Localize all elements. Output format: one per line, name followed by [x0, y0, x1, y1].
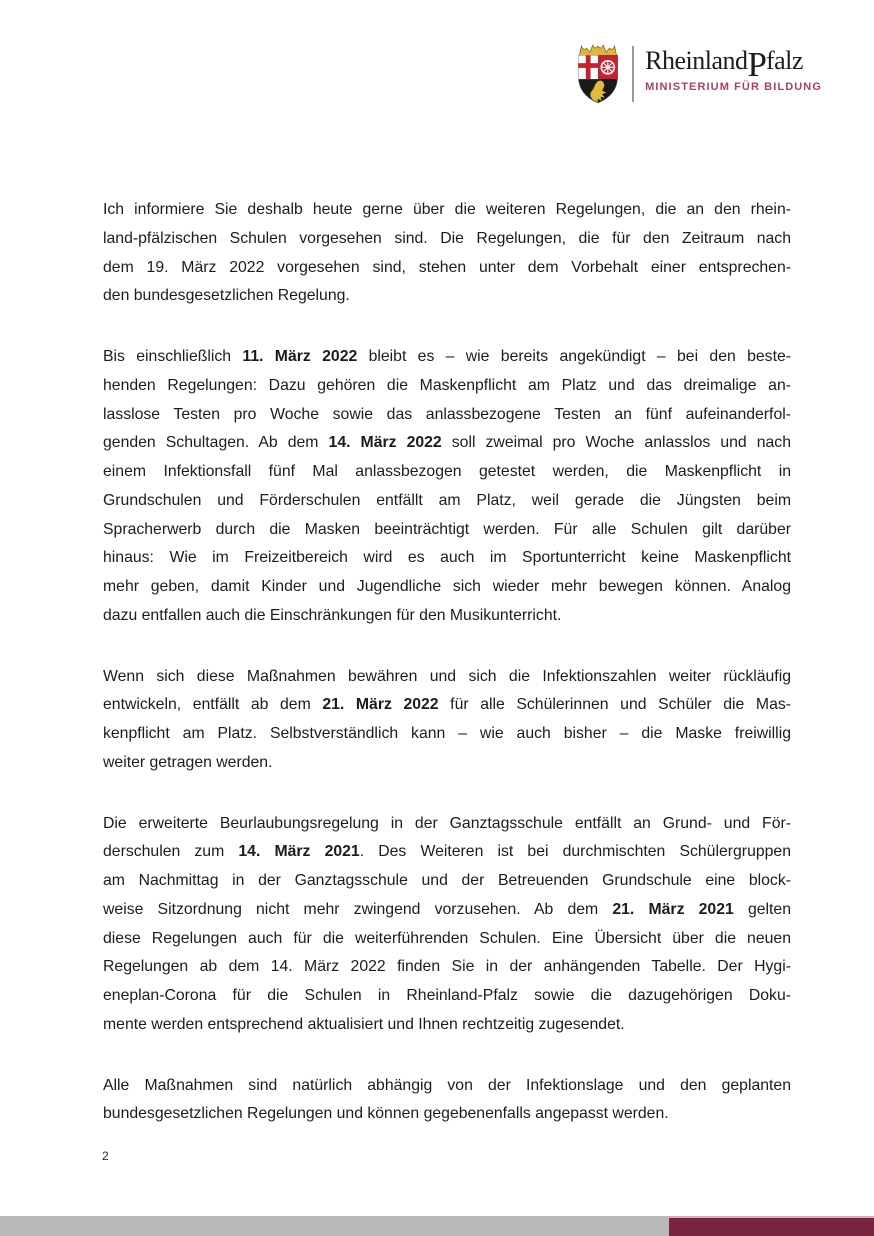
text-line: land-pfälzischen Schulen vorgesehen sind. Die Regelungen, die für den Zeitraum nach: [103, 229, 791, 247]
text-line: weiter getragen werden.: [103, 753, 273, 771]
logo-wordmark: RheinlandPfalz: [645, 45, 803, 84]
wordmark-p: P: [747, 45, 766, 84]
text-line: am Nachmittag in der Ganztagsschule und der Betreuenden Grundschule eine block-: [103, 872, 791, 889]
paragraph: [103, 1072, 791, 1130]
footer-bar-maroon: [669, 1216, 874, 1236]
paragraph: [103, 196, 791, 311]
text-line: henden Regelungen: Dazu gehören die Maskenpflicht am Platz und das dreimalige an-: [103, 376, 791, 394]
page-number: 2: [102, 1149, 109, 1163]
text-line: mehr geben, damit Kinder und Jugendliche sich wieder mehr bewegen können. Analog: [103, 578, 791, 595]
footer-bar: [0, 1216, 874, 1236]
text-line: lasslose Testen pro Woche sowie das anlassbezogene Testen an fünf aufeinanderfol-: [103, 405, 791, 423]
text-line: dem 19. März 2022 vorgesehen sind, stehen unter dem Vorbehalt einer entsprechen-: [103, 258, 791, 276]
text-line: entwickeln, entfällt ab dem 21. März 2022 für alle Schülerinnen und Schüler die Mas-: [103, 696, 791, 714]
coat-of-arms-icon: [574, 42, 622, 106]
logo-divider: [632, 46, 634, 102]
text-line: weise Sitzordnung nicht mehr zwingend vorzusehen. Ab dem 21. März 2021 gelten: [103, 900, 791, 918]
paragraph: [103, 810, 791, 1040]
text-line: Regelungen ab dem 14. März 2022 finden Sie in der anhängenden Tabelle. Der Hygi-: [103, 958, 791, 976]
text-line: dazu entfallen auch die Einschränkungen für den Musikunterricht.: [103, 606, 562, 624]
text-line: Wenn sich diese Maßnahmen bewähren und sich die Infektionszahlen weiter rückläufig: [103, 667, 791, 685]
text-line: bundesgesetzlichen Regelungen und können gegebenenfalls angepasst werden.: [103, 1105, 669, 1123]
text-line: eneplan-Corona für die Schulen in Rheinland-Pfalz sowie die dazugehörigen Doku-: [103, 987, 791, 1004]
footer-bar-gray: [0, 1216, 669, 1236]
text-line: Bis einschließlich 11. März 2022 bleibt es – wie bereits angekündigt – bei den beste-: [103, 348, 791, 365]
text-line: Spracherwerb durch die Masken beeinträchtigt werden. Für alle Schulen gilt darüber: [103, 520, 791, 538]
letterhead: [574, 42, 822, 106]
text-line: den bundesgesetzlichen Regelung.: [103, 287, 350, 305]
text-line: derschulen zum 14. März 2021. Des Weiteren ist bei durchmischten Schülergruppen: [103, 843, 791, 861]
text-line: diese Regelungen auch für die weiterführenden Schulen. Eine Übersicht über die neuen: [103, 929, 791, 947]
text-line: einem Infektionsfall fünf Mal anlassbezogen getestet werden, die Maskenpflicht in: [103, 463, 791, 480]
text-line: Grundschulen und Förderschulen entfällt am Platz, weil gerade die Jüngsten beim: [103, 491, 791, 509]
text-line: Alle Maßnahmen sind natürlich abhängig von der Infektionslage und den geplanten: [103, 1076, 791, 1094]
ministry-name: MINISTERIUM FÜR BILDUNG: [645, 81, 822, 93]
text-line: genden Schultagen. Ab dem 14. März 2022 soll zweimal pro Woche anlasslos und nach: [103, 434, 791, 452]
paragraph: [103, 343, 791, 631]
text-line: Ich informiere Sie deshalb heute gerne über die weiteren Regelungen, die an den rhein-: [103, 201, 791, 218]
logo-text: [645, 42, 822, 93]
document-body: [103, 196, 791, 1129]
text-line: mente werden entsprechend aktualisiert und Ihnen rechtzeitig zugesendet.: [103, 1015, 625, 1033]
paragraph: [103, 663, 791, 778]
text-line: kenpflicht am Platz. Selbstverständlich kann – wie auch bisher – die Maske freiwillig: [103, 725, 791, 742]
text-line: hinaus: Wie im Freizeitbereich wird es auch im Sportunterricht keine Maskenpflicht: [103, 549, 791, 567]
text-line: Die erweiterte Beurlaubungsregelung in der Ganztagsschule entfällt an Grund- und För-: [103, 814, 791, 832]
